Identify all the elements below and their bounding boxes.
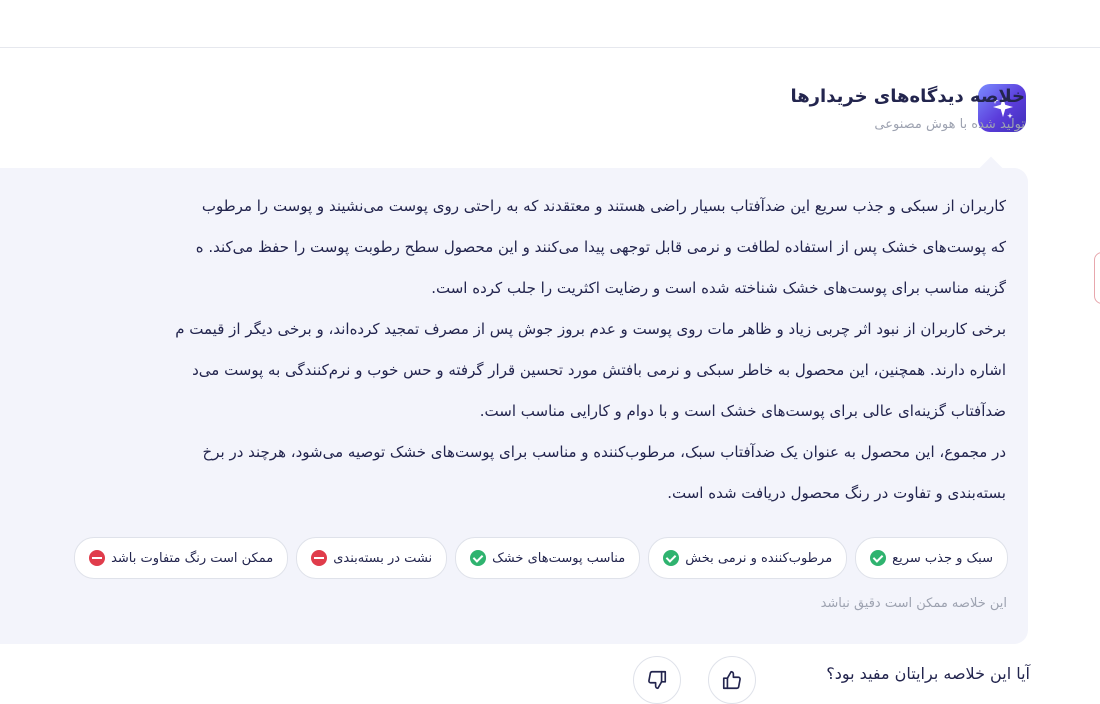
minus-circle-icon (89, 550, 105, 566)
summary-subtitle: تولید شده با هوش مصنوعی (874, 117, 1025, 132)
top-divider (0, 47, 1100, 48)
chip-positive[interactable] (648, 537, 847, 579)
chip-negative[interactable] (296, 537, 447, 579)
check-circle-icon (470, 550, 486, 566)
chip-positive[interactable] (455, 537, 640, 579)
summary-text (0, 186, 1006, 514)
thumbs-up-icon (721, 669, 743, 691)
summary-title: خلاصه دیدگاه‌های خریدارها (790, 86, 1025, 107)
check-circle-icon (870, 550, 886, 566)
chip-negative[interactable] (74, 537, 288, 579)
dislike-button[interactable] (633, 656, 681, 704)
summary-line: گزینه مناسب برای پوست‌های خشک شناخته شده است و رضایت اکثریت را جلب کرده است. (431, 279, 1006, 297)
chip-positive[interactable] (855, 537, 1008, 579)
summary-header (790, 84, 1025, 134)
chip-label: ممکن است رنگ متفاوت باشد (111, 550, 274, 566)
summary-line: در مجموع، این محصول به عنوان یک ضدآفتاب سبک، مرطوب‌کننده و مناسب برای پوست‌های خشک توصیه می‌شود، هرچند در برخ (202, 443, 1006, 461)
chip-label: نشت در بسته‌بندی (333, 550, 433, 566)
summary-line: ضدآفتاب گزینه‌ای عالی برای پوست‌های خشک است و با دوام و کارایی مناسب است. (479, 402, 1006, 420)
chip-label: مرطوب‌کننده و نرمی بخش (685, 550, 833, 566)
thumbs-down-icon (646, 669, 668, 691)
side-panel-edge[interactable] (1094, 252, 1100, 304)
summary-line: بسته‌بندی و تفاوت در رنگ محصول دریافت شده است. (667, 484, 1006, 502)
summary-chips (74, 537, 1008, 579)
summary-line: که پوست‌های خشک پس از استفاده لطافت و نرمی قابل توجهی پیدا می‌کنند و این محصول سطح رطوبت پوست را حفظ می‌کند. ه (195, 238, 1006, 256)
disclaimer: این خلاصه ممکن است دقیق نباشد (820, 596, 1007, 611)
minus-circle-icon (311, 550, 327, 566)
summary-line: کاربران از سبکی و جذب سریع این ضدآفتاب بسیار راضی هستند و معتقدند که به راحتی روی پوست می‌نشیند و پوست را مرطوب (201, 197, 1006, 215)
check-circle-icon (663, 550, 679, 566)
chip-label: سبک و جذب سریع (892, 550, 993, 566)
summary-line: اشاره دارند. همچنین، این محصول به خاطر سبکی و نرمی بافتش مورد تحسین قرار گرفته و حس خوب و نرم‌کنندگی به پوست می‌د (192, 361, 1006, 379)
chip-label: مناسب پوست‌های خشک (492, 550, 626, 566)
summary-line: برخی کاربران از نبود اثر چربی زیاد و ظاهر مات روی پوست و عدم بروز جوش پس از مصرف تمجید کرده‌اند، و برخی دیگر از قیمت م (175, 320, 1006, 338)
feedback-question: آیا این خلاصه برایتان مفید بود؟ (826, 664, 1030, 683)
like-button[interactable] (708, 656, 756, 704)
